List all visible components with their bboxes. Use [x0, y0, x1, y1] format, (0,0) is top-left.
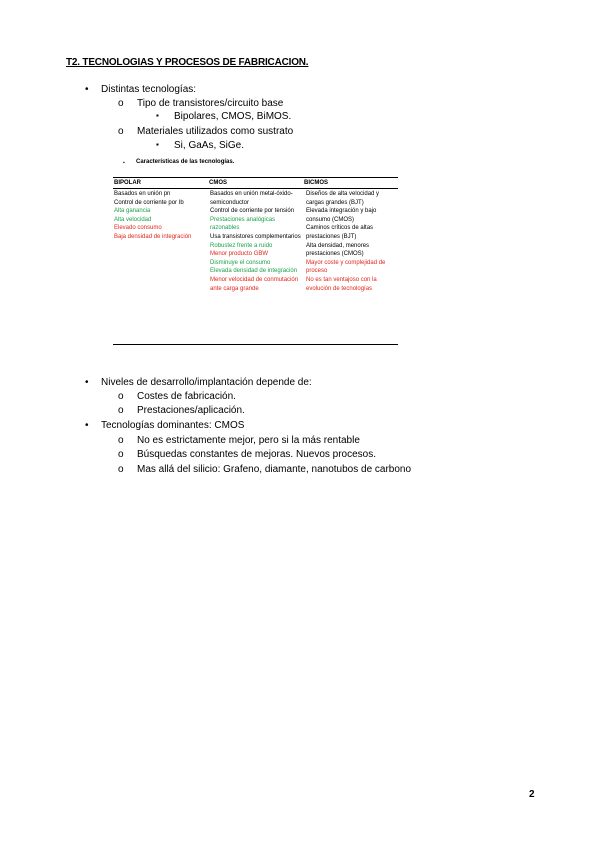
bullet-marker: •: [85, 377, 89, 388]
caption-bullet-marker: ▪: [123, 160, 125, 166]
table-header: [113, 178, 398, 189]
sub-bullet-tipo-transistores: Tipo de transistores/circuito base: [137, 98, 284, 109]
table-cell: Baja densidad de integración: [114, 233, 192, 240]
table-cell: Elevado consumo: [114, 225, 162, 232]
sub-bullet-marker: o: [118, 435, 124, 446]
sub-bullet-marker: o: [118, 405, 124, 416]
column-bicmos: [306, 190, 398, 293]
sub-bullet-marker: o: [118, 98, 124, 109]
sub-bullet-marker: o: [118, 126, 124, 137]
bullet-marker: •: [85, 84, 89, 95]
bullet-tecnologias-dominantes: Tecnologías dominantes: CMOS: [101, 420, 245, 431]
bullet-marker: •: [85, 420, 89, 431]
table-caption: Características de las tecnologías.: [136, 159, 235, 165]
table-cell: Control de corriente por Ib: [114, 199, 184, 206]
sub-bullet-prestaciones: Prestaciones/aplicación.: [137, 405, 245, 416]
column-cmos: [210, 190, 305, 293]
item-si-gaas: Si, GaAs, SiGe.: [174, 140, 245, 151]
bullet-distintas-tecnologias: Distintas tecnologías:: [101, 84, 197, 95]
sub-bullet-marker: o: [118, 464, 124, 475]
table-cell: Robustez frente a ruido: [210, 242, 273, 249]
table-cell: Diseños de alta velocidad y cargas grandes (BJT): [306, 191, 380, 206]
square-bullet-marker: ▪: [156, 140, 159, 149]
sub-bullet-mas-alla: Mas allá del silicio: Grafeno, diamante, nanotubos de carbono: [137, 464, 412, 475]
header-bipolar: BIPOLAR: [114, 180, 141, 186]
square-bullet-marker: ▪: [156, 111, 159, 120]
sub-bullet-materiales: Materiales utilizados como sustrato: [137, 126, 294, 137]
sub-bullet-costes: Costes de fabricación.: [137, 391, 236, 402]
table-cell: No es tan ventajoso con la evolución de tecnologías: [306, 276, 377, 292]
sub-bullet-marker: o: [118, 391, 124, 402]
bullet-niveles: Niveles de desarrollo/implantación depende de:: [101, 377, 312, 388]
table-cell: Disminuye el consumo: [210, 259, 271, 266]
table-cell: Caminos críticos de altas prestaciones (BJT): [306, 225, 374, 240]
table-cell: Menor velocidad de conmutación ante carga grande: [210, 276, 299, 292]
header-bicmos: BICMOS: [304, 180, 328, 186]
sub-bullet-no-estrictamente: No es estrictamente mejor, pero si la más rentable: [137, 435, 360, 446]
table-cell: Control de corriente por tensión: [210, 208, 295, 215]
sub-bullet-busquedas: Búsquedas constantes de mejoras. Nuevos procesos.: [137, 449, 377, 460]
table-cell: Elevada integración y bajo consumo (CMOS): [306, 208, 377, 223]
table-cell: Basados en unión metal-óxido-semiconductor: [210, 191, 293, 206]
column-bipolar: [114, 190, 209, 242]
page-number: 2: [529, 789, 535, 800]
table-cell: Alta velocidad: [114, 216, 152, 223]
table-cell: Mayor coste y complejidad de proceso: [306, 259, 386, 275]
table-cell: Elevada densidad de integración: [210, 268, 298, 275]
table-cell: Prestaciones analógicas razonables: [210, 216, 276, 232]
table-cell: Menor producto GBW: [210, 251, 269, 258]
table-cell: Usa transistores complementarios: [210, 233, 301, 240]
table-cell: Alta densidad, menores prestaciones (CMOS): [306, 242, 370, 258]
header-cmos: CMOS: [209, 180, 227, 186]
table-cell: Alta ganancia: [114, 208, 151, 215]
sub-bullet-marker: o: [118, 449, 124, 460]
page-title: T2. TECNOLOGIAS Y PROCESOS DE FABRICACION.: [66, 57, 309, 68]
technologies-table: [113, 177, 398, 345]
item-bipolares: Bipolares, CMOS, BiMOS.: [174, 111, 292, 122]
table-cell: Basados en unión pn: [114, 191, 171, 197]
